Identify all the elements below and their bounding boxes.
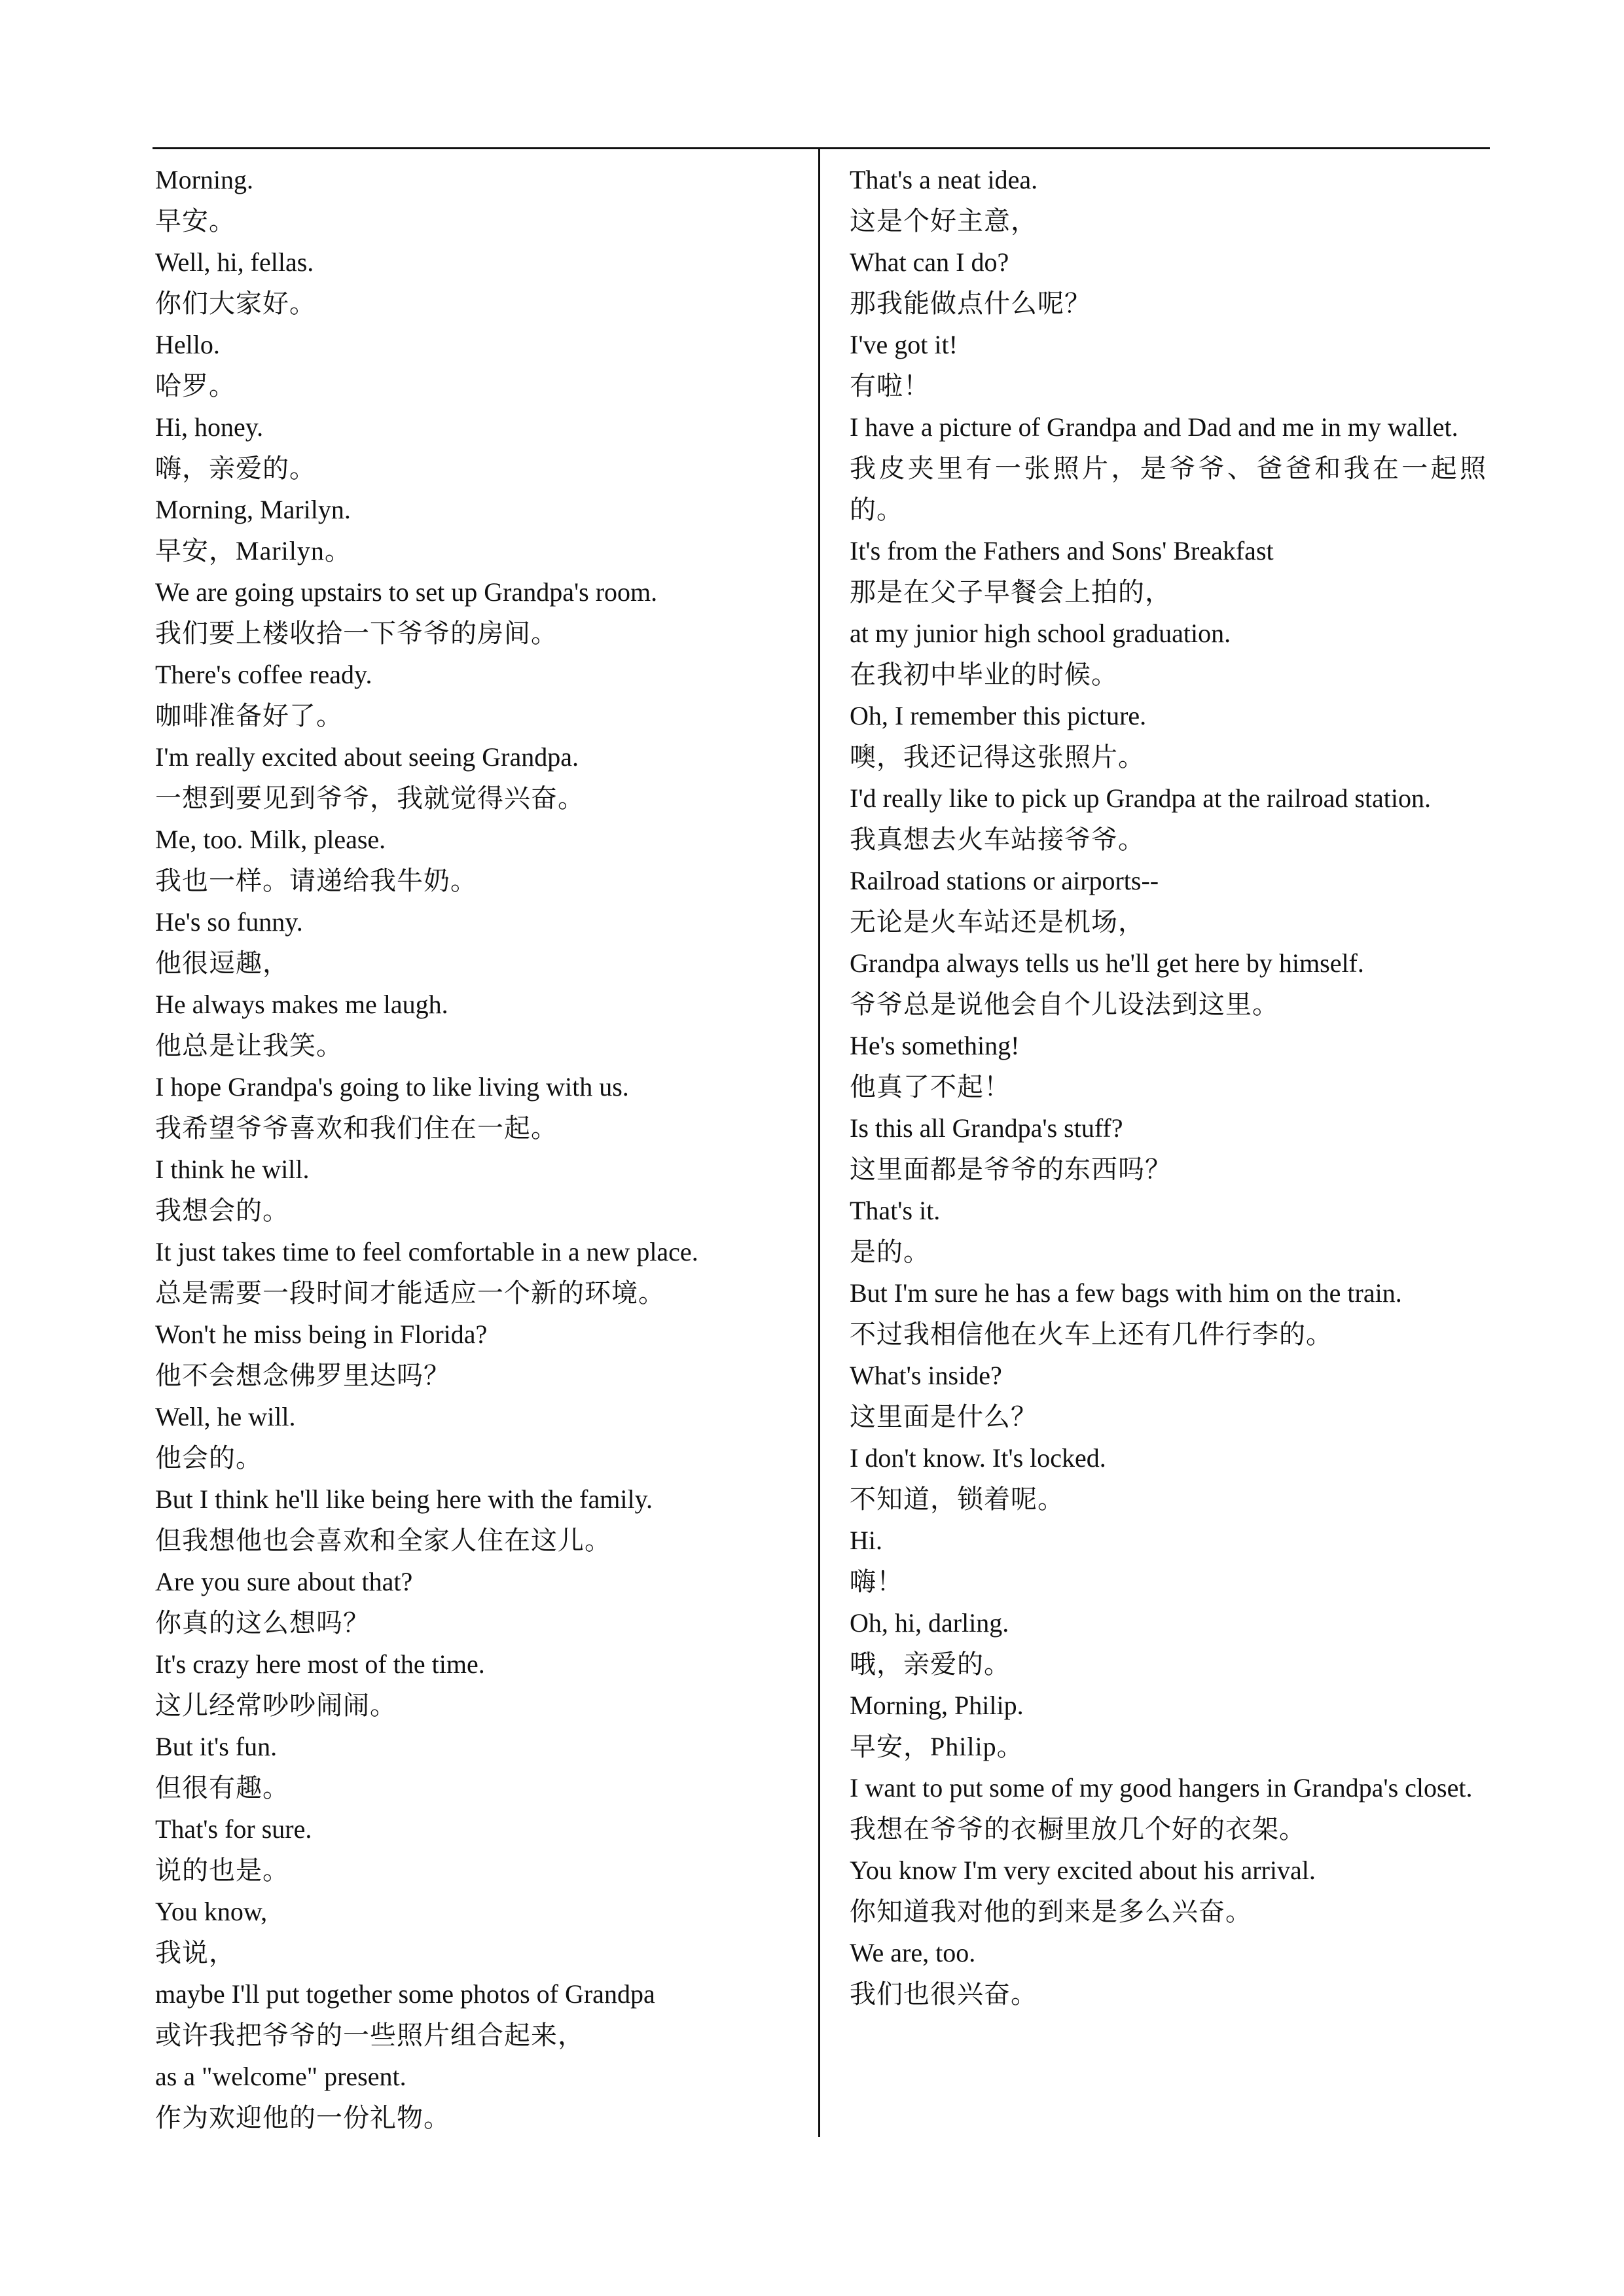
dialogue-line-zh: 早安。 — [155, 206, 236, 236]
dialogue-line-zh: 不知道，锁着呢。 — [850, 1484, 1064, 1514]
dialogue-line-en: Oh, I remember this picture. — [850, 701, 1147, 730]
dialogue-line-zh: 嗨，亲爱的。 — [155, 454, 316, 483]
dialogue-line-zh: 我们要上楼收拾一下爷爷的房间。 — [155, 619, 558, 648]
dialogue-line-en: Well, hi, fellas. — [155, 247, 314, 277]
dialogue-line-zh: 我皮夹里有一张照片，是爷爷、爸爸和我在一起照的。 — [850, 454, 1487, 524]
dialogue-line-en: as a "welcome" present. — [155, 2062, 406, 2091]
dialogue-line-zh: 噢，我还记得这张照片。 — [850, 742, 1145, 772]
dialogue-line-en: That's it. — [850, 1196, 941, 1225]
dialogue-line-en: Morning. — [155, 165, 253, 194]
dialogue-line-en: Oh, hi, darling. — [850, 1608, 1009, 1638]
dialogue-line-zh: 这是个好主意， — [850, 206, 1038, 236]
dialogue-line-zh: 总是需要一段时间才能适应一个新的环境。 — [155, 1278, 665, 1308]
dialogue-line-zh: 这里面是什么？ — [850, 1402, 1038, 1431]
dialogue-line-en: That's for sure. — [155, 1814, 312, 1844]
dialogue-line-zh: 你知道我对他的到来是多么兴奋。 — [850, 1897, 1252, 1926]
dialogue-line-zh: 早安，Marilyn。 — [155, 536, 352, 565]
dialogue-line-zh: 我想会的。 — [155, 1196, 289, 1225]
dialogue-line-en: He's so funny. — [155, 907, 303, 937]
dialogue-line-zh: 咖啡准备好了。 — [155, 701, 343, 730]
left-column — [155, 159, 811, 2138]
dialogue-line-en: But I'm sure he has a few bags with him on the train. — [850, 1278, 1402, 1308]
dialogue-line-zh: 我想在爷爷的衣橱里放几个好的衣架。 — [850, 1814, 1306, 1844]
dialogue-line-zh: 他很逗趣， — [155, 948, 289, 978]
dialogue-line-en: maybe I'll put together some photos of Grandpa — [155, 1979, 655, 2009]
dialogue-line-zh: 有啦！ — [850, 371, 930, 401]
dialogue-line-en: But it's fun. — [155, 1732, 278, 1761]
dialogue-line-zh: 那我能做点什么呢？ — [850, 289, 1091, 318]
dialogue-line-en: That's a neat idea. — [850, 165, 1038, 194]
dialogue-line-zh: 我也一样。请递给我牛奶。 — [155, 866, 477, 895]
dialogue-line-en: But I think he'll like being here with the family. — [155, 1484, 653, 1514]
dialogue-line-en: I'm really excited about seeing Grandpa. — [155, 742, 579, 772]
dialogue-line-en: I've got it! — [850, 330, 958, 359]
dialogue-line-en: You know, — [155, 1897, 268, 1926]
dialogue-line-zh: 无论是火车站还是机场， — [850, 907, 1145, 937]
dialogue-line-zh: 不过我相信他在火车上还有几件行李的。 — [850, 1319, 1333, 1349]
dialogue-line-en: I hope Grandpa's going to like living with us. — [155, 1072, 629, 1102]
dialogue-line-zh: 那是在父子早餐会上拍的， — [850, 577, 1172, 607]
dialogue-line-zh: 这儿经常吵吵闹闹。 — [155, 1691, 397, 1720]
dialogue-line-en: Are you sure about that? — [155, 1567, 413, 1596]
dialogue-line-en: Me, too. Milk, please. — [155, 825, 386, 854]
dialogue-line-en: Railroad stations or airports-- — [850, 866, 1159, 895]
dialogue-line-zh: 但很有趣。 — [155, 1773, 289, 1803]
dialogue-line-zh: 你真的这么想吗？ — [155, 1608, 370, 1638]
dialogue-line-en: Is this all Grandpa's stuff? — [850, 1113, 1123, 1143]
column-divider — [818, 147, 820, 2137]
dialogue-line-zh: 作为欢迎他的一份礼物。 — [155, 2103, 450, 2132]
dialogue-line-en: He always makes me laugh. — [155, 990, 448, 1019]
dialogue-line-zh: 爷爷总是说他会自个儿设法到这里。 — [850, 990, 1279, 1019]
dialogue-line-en: There's coffee ready. — [155, 660, 372, 689]
dialogue-line-zh: 嗨！ — [850, 1567, 903, 1596]
dialogue-line-en: I want to put some of my good hangers in Grandpa's closet. — [850, 1773, 1473, 1803]
dialogue-line-en: Morning, Marilyn. — [155, 495, 351, 524]
dialogue-line-en: Hello. — [155, 330, 220, 359]
dialogue-line-zh: 我真想去火车站接爷爷。 — [850, 825, 1145, 854]
dialogue-line-zh: 在我初中毕业的时候。 — [850, 660, 1118, 689]
dialogue-line-zh: 我说， — [155, 1938, 236, 1967]
dialogue-line-en: I have a picture of Grandpa and Dad and me in my wallet. — [850, 412, 1458, 442]
dialogue-line-en: I think he will. — [155, 1155, 310, 1184]
dialogue-line-en: What's inside? — [850, 1361, 1002, 1390]
dialogue-line-zh: 他总是让我笑。 — [155, 1031, 343, 1060]
dialogue-line-en: Hi. — [850, 1526, 882, 1555]
dialogue-line-en: Morning, Philip. — [850, 1691, 1024, 1720]
dialogue-line-en: It just takes time to feel comfortable in a new place. — [155, 1237, 698, 1266]
dialogue-line-en: We are going upstairs to set up Grandpa's room. — [155, 577, 658, 607]
right-column — [850, 159, 1487, 2015]
dialogue-line-zh: 这里面都是爷爷的东西吗？ — [850, 1155, 1172, 1184]
dialogue-line-en: Hi, honey. — [155, 412, 264, 442]
document-page — [153, 147, 1490, 2137]
dialogue-line-en: I don't know. It's locked. — [850, 1443, 1106, 1473]
dialogue-line-zh: 你们大家好。 — [155, 289, 316, 318]
dialogue-line-zh: 他会的。 — [155, 1443, 262, 1473]
dialogue-line-zh: 早安，Philip。 — [850, 1732, 1024, 1761]
dialogue-line-en: Won't he miss being in Florida? — [155, 1319, 488, 1349]
top-rule — [153, 147, 1490, 149]
dialogue-line-zh: 哈罗。 — [155, 371, 236, 401]
dialogue-line-en: Well, he will. — [155, 1402, 296, 1431]
dialogue-line-zh: 是的。 — [850, 1237, 930, 1266]
dialogue-line-en: We are, too. — [850, 1938, 976, 1967]
dialogue-line-en: He's something! — [850, 1031, 1020, 1060]
dialogue-line-en: You know I'm very excited about his arrival. — [850, 1856, 1316, 1885]
dialogue-line-en: I'd really like to pick up Grandpa at the railroad station. — [850, 783, 1432, 813]
dialogue-line-zh: 哦，亲爱的。 — [850, 1649, 1011, 1679]
dialogue-line-en: Grandpa always tells us he'll get here by himself. — [850, 948, 1364, 978]
dialogue-line-en: at my junior high school graduation. — [850, 619, 1231, 648]
dialogue-line-zh: 他不会想念佛罗里达吗？ — [155, 1361, 450, 1390]
dialogue-line-zh: 他真了不起！ — [850, 1072, 1011, 1102]
dialogue-line-en: It's crazy here most of the time. — [155, 1649, 485, 1679]
dialogue-line-zh: 但我想他也会喜欢和全家人住在这儿。 — [155, 1526, 611, 1555]
dialogue-line-zh: 或许我把爷爷的一些照片组合起来， — [155, 2020, 585, 2050]
dialogue-line-zh: 说的也是。 — [155, 1856, 289, 1885]
dialogue-line-zh: 我们也很兴奋。 — [850, 1979, 1038, 2009]
dialogue-line-zh: 一想到要见到爷爷，我就觉得兴奋。 — [155, 783, 585, 813]
dialogue-line-zh: 我希望爷爷喜欢和我们住在一起。 — [155, 1113, 558, 1143]
dialogue-line-en: It's from the Fathers and Sons' Breakfast — [850, 536, 1274, 565]
dialogue-line-en: What can I do? — [850, 247, 1009, 277]
